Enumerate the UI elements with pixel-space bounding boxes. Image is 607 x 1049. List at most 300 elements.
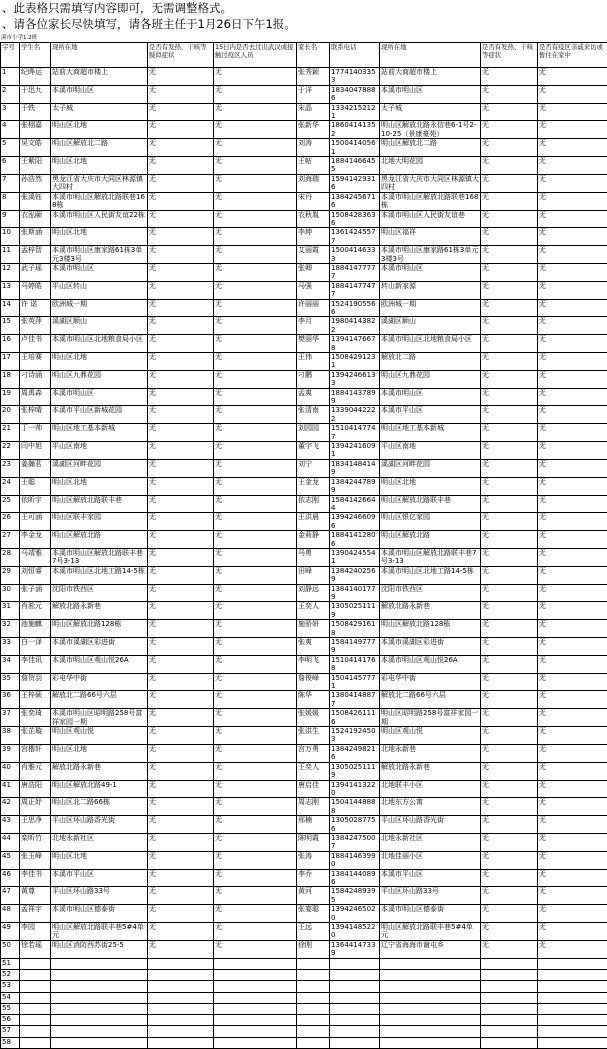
cell-student-location[interactable]: 明山区解放北路 (51, 531, 148, 549)
cell-student-location[interactable]: 明山区解放北路49-1 (51, 780, 148, 798)
cell-parent-location[interactable]: 明山区观山悦 (380, 727, 481, 745)
cell-student-symptoms[interactable]: 无 (148, 281, 214, 299)
cell-wuhan-contact[interactable]: 无 (214, 851, 297, 869)
cell-parent-name[interactable]: 张清南 (297, 406, 330, 424)
cell-wuhan-contact[interactable]: 无 (214, 477, 297, 495)
cell-wuhan-contact[interactable]: 无 (214, 744, 297, 762)
cell-student-symptoms[interactable]: 无 (148, 691, 214, 709)
cell-parent-symptoms[interactable]: 无 (481, 833, 538, 851)
cell-student-name[interactable]: 徐若瑶 (20, 940, 51, 958)
cell-relatives-visit[interactable]: 无 (538, 816, 607, 834)
cell-student-symptoms[interactable]: 无 (148, 531, 214, 549)
cell-relatives-visit[interactable]: 无 (538, 531, 607, 549)
cell-parent-location[interactable]: 明山区地工基本新城 (380, 424, 481, 442)
cell-seq[interactable]: 42 (1, 798, 20, 816)
cell-wuhan-contact[interactable]: 无 (214, 246, 297, 264)
cell-wuhan-contact[interactable]: 无 (214, 655, 297, 673)
cell-parent-location[interactable]: 本溪市明山区北地工路14-5栋 (380, 566, 481, 584)
cell-phone[interactable]: 13614245577 (330, 228, 380, 246)
cell-parent-symptoms[interactable]: 无 (481, 353, 538, 371)
cell-seq[interactable]: 39 (1, 744, 20, 762)
cell-student-location[interactable]: 本溪市明山区 (51, 388, 148, 406)
cell-student-name[interactable]: 孟祥宇 (20, 905, 51, 923)
cell-student-name[interactable]: 马婷皓 (20, 281, 51, 299)
cell-relatives-visit[interactable] (538, 969, 607, 980)
cell-seq[interactable]: 30 (1, 584, 20, 602)
cell-student-symptoms[interactable]: 无 (148, 584, 214, 602)
cell-student-symptoms[interactable]: 无 (148, 85, 214, 103)
cell-student-name[interactable]: 李金龙 (20, 531, 51, 549)
cell-student-location[interactable]: 欧洲城一期 (51, 299, 148, 317)
cell-wuhan-contact[interactable]: 无 (214, 833, 297, 851)
cell-student-name[interactable]: 于铁 (20, 103, 51, 121)
cell-student-symptoms[interactable] (148, 1037, 214, 1048)
cell-phone[interactable]: 15004140561 (330, 139, 380, 157)
cell-parent-name[interactable]: 王洪晨 (297, 513, 330, 531)
cell-student-location[interactable]: 本溪市平山区 (51, 869, 148, 887)
cell-student-name[interactable]: 武子瑶 (20, 263, 51, 281)
cell-student-name[interactable] (20, 1037, 51, 1048)
cell-parent-name[interactable]: 刘宁 (297, 459, 330, 477)
cell-student-name[interactable]: 依昕宇 (20, 495, 51, 513)
cell-student-location[interactable]: 本溪市明山区人民街友谊22栋 (51, 210, 148, 228)
cell-student-location[interactable]: 明山区解放北路联丰巷5#4单元 (51, 923, 148, 941)
cell-phone[interactable] (330, 1015, 380, 1026)
cell-seq[interactable]: 3 (1, 103, 20, 121)
cell-parent-name[interactable]: 王奕人 (297, 602, 330, 620)
cell-parent-name[interactable]: 施骄妍 (297, 620, 330, 638)
cell-parent-symptoms[interactable] (481, 992, 538, 1003)
cell-phone[interactable]: 18604141352 (330, 121, 380, 139)
cell-seq[interactable]: 12 (1, 263, 20, 281)
cell-parent-symptoms[interactable]: 无 (481, 638, 538, 656)
cell-student-location[interactable]: 本溪市明山区观山悦26A (51, 655, 148, 673)
cell-student-location[interactable]: 平山区转山 (51, 281, 148, 299)
cell-relatives-visit[interactable]: 无 (538, 513, 607, 531)
cell-parent-location[interactable]: 溪湖区顺山 (380, 317, 481, 335)
cell-wuhan-contact[interactable]: 无 (214, 353, 297, 371)
cell-student-name[interactable]: 纪晔运 (20, 68, 51, 86)
cell-student-name[interactable]: 刘恒睿 (20, 566, 51, 584)
cell-phone[interactable]: 18341484149 (330, 459, 380, 477)
cell-parent-location[interactable]: 本溪市溪湖区彩进街 (380, 638, 481, 656)
cell-parent-name[interactable]: 王伟 (297, 353, 330, 371)
cell-parent-name[interactable]: 刘涛 (297, 139, 330, 157)
cell-parent-location[interactable]: 本溪市明山区人民街友谊巷 (380, 210, 481, 228)
cell-phone[interactable]: 13942466096 (330, 513, 380, 531)
cell-seq[interactable]: 28 (1, 548, 20, 566)
cell-seq[interactable]: 7 (1, 174, 20, 192)
cell-student-location[interactable]: 解放北路永新巷 (51, 602, 148, 620)
cell-parent-location[interactable]: 太子城 (380, 103, 481, 121)
cell-student-symptoms[interactable]: 无 (148, 566, 214, 584)
cell-phone[interactable]: 13050251119 (330, 602, 380, 620)
cell-student-name[interactable]: 张栩嘉 (20, 121, 51, 139)
cell-student-symptoms[interactable]: 无 (148, 727, 214, 745)
cell-parent-symptoms[interactable]: 无 (481, 317, 538, 335)
cell-phone[interactable]: 13342152121 (330, 103, 380, 121)
cell-parent-location[interactable]: 转山新家源 (380, 281, 481, 299)
cell-seq[interactable]: 35 (1, 673, 20, 691)
cell-parent-symptoms[interactable]: 无 (481, 281, 538, 299)
cell-parent-location[interactable]: 北地永新社区 (380, 833, 481, 851)
cell-relatives-visit[interactable]: 无 (538, 887, 607, 905)
cell-parent-symptoms[interactable]: 无 (481, 459, 538, 477)
cell-seq[interactable]: 9 (1, 210, 20, 228)
cell-phone[interactable]: 15084261116 (330, 709, 380, 727)
cell-seq[interactable]: 58 (1, 1037, 20, 1048)
cell-student-name[interactable]: 周正妤 (20, 798, 51, 816)
cell-seq[interactable]: 56 (1, 1015, 20, 1026)
cell-parent-name[interactable]: 张宴聪 (297, 905, 330, 923)
cell-phone[interactable]: 13842456716 (330, 192, 380, 210)
cell-seq[interactable]: 33 (1, 638, 20, 656)
cell-phone[interactable]: 13942465020 (330, 905, 380, 923)
cell-relatives-visit[interactable]: 无 (538, 673, 607, 691)
cell-parent-symptoms[interactable]: 无 (481, 905, 538, 923)
cell-student-location[interactable]: 明山区北地 (51, 121, 148, 139)
cell-seq[interactable]: 22 (1, 442, 20, 460)
cell-wuhan-contact[interactable] (214, 992, 297, 1003)
cell-seq[interactable]: 45 (1, 851, 20, 869)
cell-relatives-visit[interactable]: 无 (538, 406, 607, 424)
cell-seq[interactable]: 38 (1, 727, 20, 745)
cell-phone[interactable] (330, 992, 380, 1003)
cell-seq[interactable]: 34 (1, 655, 20, 673)
cell-parent-name[interactable]: 陈华 (297, 691, 330, 709)
cell-seq[interactable]: 19 (1, 388, 20, 406)
cell-parent-location[interactable]: 明山区解放北二路 (380, 139, 481, 157)
cell-student-location[interactable]: 本溪市明山区北地工路14-5栋 (51, 566, 148, 584)
cell-student-location[interactable] (51, 1037, 148, 1048)
cell-student-location[interactable]: 平山区环山路33号 (51, 887, 148, 905)
cell-student-symptoms[interactable] (148, 958, 214, 969)
cell-parent-symptoms[interactable]: 无 (481, 228, 538, 246)
cell-seq[interactable]: 43 (1, 816, 20, 834)
cell-parent-name[interactable]: 张爽 (297, 638, 330, 656)
cell-wuhan-contact[interactable]: 无 (214, 602, 297, 620)
cell-student-name[interactable]: 宫楷轩 (20, 744, 51, 762)
cell-parent-symptoms[interactable] (481, 969, 538, 980)
cell-seq[interactable]: 13 (1, 281, 20, 299)
cell-phone[interactable]: 18841466455 (330, 157, 380, 175)
cell-relatives-visit[interactable]: 无 (538, 602, 607, 620)
cell-parent-symptoms[interactable]: 无 (481, 584, 538, 602)
cell-student-location[interactable]: 溪湖区河畔花园 (51, 459, 148, 477)
cell-student-name[interactable]: 池施麒 (20, 620, 51, 638)
cell-student-location[interactable]: 明山区北地 (51, 353, 148, 371)
cell-relatives-visit[interactable]: 无 (538, 192, 607, 210)
cell-student-symptoms[interactable]: 无 (148, 442, 214, 460)
cell-wuhan-contact[interactable]: 无 (214, 673, 297, 691)
cell-parent-location[interactable]: 明山区解放北路128栋 (380, 620, 481, 638)
cell-parent-name[interactable]: 王帖 (297, 157, 330, 175)
cell-parent-location[interactable]: 北地联丰小区 (380, 780, 481, 798)
cell-student-symptoms[interactable] (148, 1015, 214, 1026)
cell-student-name[interactable]: 肖淞元 (20, 602, 51, 620)
cell-parent-symptoms[interactable] (481, 981, 538, 992)
cell-seq[interactable]: 23 (1, 459, 20, 477)
cell-phone[interactable]: 13842475007 (330, 833, 380, 851)
cell-wuhan-contact[interactable]: 无 (214, 442, 297, 460)
cell-relatives-visit[interactable]: 无 (538, 281, 607, 299)
cell-parent-symptoms[interactable]: 无 (481, 210, 538, 228)
cell-relatives-visit[interactable] (538, 1015, 607, 1026)
cell-student-location[interactable]: 解放北二路66号六层 (51, 691, 148, 709)
cell-student-name[interactable]: 李佳讯 (20, 655, 51, 673)
cell-phone[interactable]: 18841477777 (330, 263, 380, 281)
cell-relatives-visit[interactable]: 无 (538, 566, 607, 584)
cell-student-symptoms[interactable]: 无 (148, 68, 214, 86)
cell-seq[interactable]: 4 (1, 121, 20, 139)
cell-parent-location[interactable]: 明山区解放北路永信巷6-1号2-10-25（景康豪苑） (380, 121, 481, 139)
cell-seq[interactable]: 14 (1, 299, 20, 317)
cell-wuhan-contact[interactable] (214, 1015, 297, 1026)
cell-wuhan-contact[interactable]: 无 (214, 424, 297, 442)
cell-seq[interactable]: 44 (1, 833, 20, 851)
cell-student-name[interactable]: 卢佳书 (20, 335, 51, 353)
cell-relatives-visit[interactable]: 无 (538, 727, 607, 745)
cell-phone[interactable] (330, 1037, 380, 1048)
cell-student-location[interactable]: 本溪市明山区昭明路258号富祥家园一期 (51, 709, 148, 727)
cell-student-name[interactable]: 李园 (20, 923, 51, 941)
cell-seq[interactable]: 53 (1, 981, 20, 992)
cell-parent-name[interactable] (297, 1003, 330, 1014)
cell-student-location[interactable]: 本溪市明山区德泰街 (51, 905, 148, 923)
cell-phone[interactable] (330, 1003, 380, 1014)
cell-student-symptoms[interactable]: 无 (148, 851, 214, 869)
cell-phone[interactable]: 13941476678 (330, 335, 380, 353)
cell-relatives-visit[interactable]: 无 (538, 851, 607, 869)
cell-parent-location[interactable]: 明山区九鼎花园 (380, 370, 481, 388)
cell-parent-name[interactable]: 陈明霞 (297, 833, 330, 851)
cell-parent-symptoms[interactable]: 无 (481, 709, 538, 727)
cell-wuhan-contact[interactable]: 无 (214, 495, 297, 513)
cell-seq[interactable]: 52 (1, 969, 20, 980)
cell-phone[interactable]: 18841477477 (330, 281, 380, 299)
cell-parent-name[interactable]: 田峰 (297, 566, 330, 584)
cell-relatives-visit[interactable]: 无 (538, 299, 607, 317)
cell-seq[interactable]: 10 (1, 228, 20, 246)
cell-phone[interactable]: 13842447899 (330, 477, 380, 495)
cell-parent-location[interactable]: 解放北二路 (380, 353, 481, 371)
cell-wuhan-contact[interactable]: 无 (214, 887, 297, 905)
cell-relatives-visit[interactable]: 无 (538, 157, 607, 175)
cell-student-name[interactable] (20, 958, 51, 969)
cell-student-name[interactable] (20, 1015, 51, 1026)
cell-student-location[interactable]: 本溪市明山区康家路61栋3单元3楼3号 (51, 246, 148, 264)
cell-relatives-visit[interactable]: 无 (538, 263, 607, 281)
cell-parent-symptoms[interactable] (481, 1003, 538, 1014)
cell-student-symptoms[interactable]: 无 (148, 798, 214, 816)
cell-wuhan-contact[interactable]: 无 (214, 174, 297, 192)
cell-student-symptoms[interactable]: 无 (148, 353, 214, 371)
cell-parent-symptoms[interactable]: 无 (481, 246, 538, 264)
cell-student-location[interactable]: 平山区南地 (51, 442, 148, 460)
cell-parent-name[interactable]: 唐启佳 (297, 780, 330, 798)
cell-parent-name[interactable]: 王远 (297, 923, 330, 941)
cell-parent-location[interactable]: 平山区环山路香光街 (380, 816, 481, 834)
cell-phone[interactable]: 15841497779 (330, 638, 380, 656)
cell-phone[interactable]: 18340478886 (330, 85, 380, 103)
cell-wuhan-contact[interactable]: 无 (214, 139, 297, 157)
cell-seq[interactable]: 5 (1, 139, 20, 157)
cell-parent-location[interactable]: 彩电华中街 (380, 673, 481, 691)
cell-student-name[interactable]: 张英萍 (20, 317, 51, 335)
cell-parent-location[interactable]: 本溪市明山区德泰街 (380, 905, 481, 923)
cell-relatives-visit[interactable]: 无 (538, 246, 607, 264)
cell-student-location[interactable]: 本溪市明山区解放北路联丰巷7号3-13 (51, 548, 148, 566)
cell-relatives-visit[interactable]: 无 (538, 620, 607, 638)
cell-wuhan-contact[interactable] (214, 1026, 297, 1037)
cell-parent-symptoms[interactable]: 无 (481, 566, 538, 584)
cell-parent-symptoms[interactable]: 无 (481, 762, 538, 780)
cell-student-name[interactable]: 马靖雅 (20, 548, 51, 566)
cell-student-symptoms[interactable]: 无 (148, 388, 214, 406)
cell-seq[interactable]: 27 (1, 531, 20, 549)
cell-student-name[interactable]: 衣泓颐 (20, 210, 51, 228)
cell-student-location[interactable]: 明山区北二路66栋 (51, 798, 148, 816)
cell-student-location[interactable]: 太子城 (51, 103, 148, 121)
cell-phone[interactable]: 15241924503 (330, 727, 380, 745)
cell-parent-symptoms[interactable]: 无 (481, 744, 538, 762)
cell-relatives-visit[interactable]: 无 (538, 638, 607, 656)
cell-student-name[interactable]: 王聪 (20, 477, 51, 495)
cell-parent-location[interactable]: 解放北路永新巷 (380, 762, 481, 780)
cell-seq[interactable]: 17 (1, 353, 20, 371)
cell-student-name[interactable]: 张芷璇 (20, 727, 51, 745)
cell-relatives-visit[interactable]: 无 (538, 317, 607, 335)
cell-parent-symptoms[interactable]: 无 (481, 68, 538, 86)
cell-wuhan-contact[interactable] (214, 981, 297, 992)
cell-parent-name[interactable]: 刘园园 (297, 424, 330, 442)
cell-parent-name[interactable] (297, 1037, 330, 1048)
cell-student-location[interactable]: 明山区消防西苏街25-5 (51, 940, 148, 958)
cell-parent-location[interactable]: 明山区昭明路258号富祥家园一期 (380, 709, 481, 727)
cell-student-name[interactable]: 张奕琦 (20, 709, 51, 727)
cell-parent-location[interactable]: 本溪市明山区 (380, 85, 481, 103)
cell-phone[interactable]: 15004146333 (330, 246, 380, 264)
cell-student-symptoms[interactable]: 无 (148, 548, 214, 566)
cell-parent-name[interactable]: 张卿 (297, 263, 330, 281)
cell-wuhan-contact[interactable]: 无 (214, 709, 297, 727)
cell-student-location[interactable] (51, 992, 148, 1003)
cell-parent-symptoms[interactable] (481, 958, 538, 969)
cell-student-symptoms[interactable]: 无 (148, 816, 214, 834)
cell-parent-location[interactable]: 欧洲城一期 (380, 299, 481, 317)
cell-student-symptoms[interactable]: 无 (148, 477, 214, 495)
cell-parent-symptoms[interactable]: 无 (481, 335, 538, 353)
cell-seq[interactable]: 49 (1, 923, 20, 941)
cell-student-symptoms[interactable]: 无 (148, 905, 214, 923)
cell-parent-name[interactable] (297, 969, 330, 980)
cell-student-location[interactable]: 明山区地工基本新城 (51, 424, 148, 442)
cell-phone[interactable] (330, 969, 380, 980)
cell-student-symptoms[interactable]: 无 (148, 228, 214, 246)
cell-parent-symptoms[interactable]: 无 (481, 192, 538, 210)
cell-parent-symptoms[interactable]: 无 (481, 816, 538, 834)
cell-phone[interactable]: 13804148877 (330, 691, 380, 709)
cell-parent-name[interactable]: 周志刚 (297, 798, 330, 816)
cell-wuhan-contact[interactable]: 无 (214, 103, 297, 121)
cell-seq[interactable]: 37 (1, 709, 20, 727)
cell-phone[interactable] (330, 1026, 380, 1037)
cell-parent-symptoms[interactable]: 无 (481, 388, 538, 406)
cell-parent-location[interactable]: 本溪市明山区解放北路联巷168栋 (380, 192, 481, 210)
cell-parent-symptoms[interactable]: 无 (481, 157, 538, 175)
cell-student-location[interactable]: 平山区环山路香光街 (51, 816, 148, 834)
cell-seq[interactable]: 50 (1, 940, 20, 958)
cell-student-name[interactable]: 张溪钰 (20, 192, 51, 210)
cell-student-location[interactable]: 本溪市平山区新城花园 (51, 406, 148, 424)
cell-relatives-visit[interactable]: 无 (538, 798, 607, 816)
cell-student-symptoms[interactable]: 无 (148, 192, 214, 210)
cell-student-location[interactable]: 解放北路永新巷 (51, 762, 148, 780)
cell-parent-location[interactable]: 明山区银亿家园 (380, 513, 481, 531)
cell-parent-symptoms[interactable]: 无 (481, 869, 538, 887)
cell-student-symptoms[interactable]: 无 (148, 157, 214, 175)
cell-relatives-visit[interactable]: 无 (538, 655, 607, 673)
cell-parent-name[interactable] (297, 1015, 330, 1026)
cell-relatives-visit[interactable]: 无 (538, 459, 607, 477)
cell-student-name[interactable]: 于迅九 (20, 85, 51, 103)
cell-parent-location[interactable]: 本溪市明山区北地粮食局小区 (380, 335, 481, 353)
cell-student-name[interactable]: 张斯涵 (20, 228, 51, 246)
cell-student-symptoms[interactable] (148, 992, 214, 1003)
cell-student-name[interactable]: 王梓硕 (20, 691, 51, 709)
cell-phone[interactable]: 15941429316 (330, 174, 380, 192)
cell-relatives-visit[interactable]: 无 (538, 584, 607, 602)
cell-student-location[interactable] (51, 1003, 148, 1014)
cell-phone[interactable]: 15841426644 (330, 495, 380, 513)
cell-parent-symptoms[interactable]: 无 (481, 887, 538, 905)
cell-parent-name[interactable]: 依志刚 (297, 495, 330, 513)
cell-parent-name[interactable]: 于洋 (297, 85, 330, 103)
cell-parent-location[interactable]: 明山区解放北路联丰巷 (380, 495, 481, 513)
cell-phone[interactable] (330, 981, 380, 992)
cell-phone[interactable]: 17741403353 (330, 68, 380, 86)
cell-parent-name[interactable]: 艾丽霞 (297, 246, 330, 264)
cell-student-name[interactable]: 张子涵 (20, 584, 51, 602)
cell-student-location[interactable]: 黑龙江省大庆市大同区林源镇大四村 (51, 174, 148, 192)
cell-seq[interactable]: 31 (1, 602, 20, 620)
cell-parent-symptoms[interactable]: 无 (481, 655, 538, 673)
cell-student-name[interactable]: 张玉峰 (20, 851, 51, 869)
cell-parent-location[interactable] (380, 1003, 481, 1014)
cell-student-name[interactable]: 唐浩阳 (20, 780, 51, 798)
cell-student-symptoms[interactable]: 无 (148, 210, 214, 228)
cell-student-location[interactable]: 明山区北地 (51, 851, 148, 869)
cell-relatives-visit[interactable]: 无 (538, 709, 607, 727)
cell-phone[interactable]: 15104147747 (330, 424, 380, 442)
cell-parent-location[interactable] (380, 1026, 481, 1037)
cell-student-name[interactable]: 张梓晴 (20, 406, 51, 424)
cell-phone[interactable]: 15041448888 (330, 798, 380, 816)
cell-parent-location[interactable] (380, 1015, 481, 1026)
cell-student-symptoms[interactable] (148, 1026, 214, 1037)
cell-wuhan-contact[interactable]: 无 (214, 210, 297, 228)
cell-seq[interactable]: 41 (1, 780, 20, 798)
cell-seq[interactable]: 2 (1, 85, 20, 103)
cell-student-name[interactable]: 詹贺羽 (20, 673, 51, 691)
cell-parent-name[interactable]: 李乔 (297, 869, 330, 887)
cell-parent-location[interactable]: 解放北路永新巷 (380, 602, 481, 620)
cell-parent-location[interactable] (380, 1037, 481, 1048)
cell-phone[interactable]: 13841401779 (330, 584, 380, 602)
cell-parent-name[interactable] (297, 1026, 330, 1037)
cell-student-location[interactable]: 明山区观山悦 (51, 727, 148, 745)
cell-student-location[interactable]: 本溪市明山区解放北路联巷168栋 (51, 192, 148, 210)
